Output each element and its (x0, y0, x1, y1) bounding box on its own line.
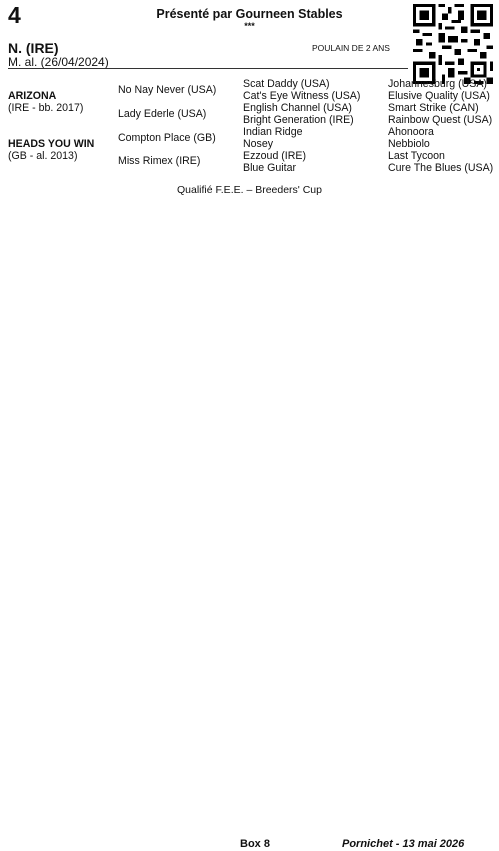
ancestor: Last Tycoon (388, 150, 445, 162)
divider (8, 68, 408, 69)
pedigree-table (8, 78, 498, 181)
ancestor: Johannesburg (USA) (388, 78, 487, 90)
ancestor: Smart Strike (CAN) (388, 102, 479, 114)
ancestor: Elusive Quality (USA) (388, 90, 490, 102)
sire-name: ARIZONA (8, 90, 57, 102)
dam-info: (GB - al. 2013) (8, 150, 78, 162)
grandparent: Compton Place (GB) (118, 132, 216, 144)
ancestor: Cure The Blues (USA) (388, 162, 494, 174)
grandparent: Lady Ederle (USA) (118, 108, 207, 120)
qr-code-icon (413, 4, 493, 84)
grandparent: No Nay Never (USA) (118, 84, 217, 96)
sale-date: Pornichet - 13 mai 2026 (342, 838, 465, 850)
horse-description: M. al. (26/04/2024) (8, 55, 109, 69)
great-grandparent: Indian Ridge (243, 126, 303, 138)
stars: *** (244, 21, 255, 31)
box-number: Box 8 (240, 838, 270, 850)
great-grandparent: Cat's Eye Witness (USA) (243, 90, 361, 102)
great-grandparent: Nosey (243, 138, 274, 150)
sex-age-label: POULAIN DE 2 ANS (312, 43, 390, 53)
ancestor: Ahonoora (388, 126, 434, 138)
great-grandparent: Bright Generation (IRE) (243, 114, 354, 126)
horse-name: N. (IRE) (8, 40, 59, 56)
great-grandparent: English Channel (USA) (243, 102, 352, 114)
lot-number: 4 (8, 2, 21, 28)
qualification: Qualifié F.E.E. – Breeders' Cup (177, 184, 322, 196)
sire-info: (IRE - bb. 2017) (8, 102, 84, 114)
dam-name: HEADS YOU WIN (8, 138, 95, 150)
ancestor: Nebbiolo (388, 138, 430, 150)
great-grandparent: Ezzoud (IRE) (243, 150, 306, 162)
grandparent: Miss Rimex (IRE) (118, 155, 201, 167)
presenter: Présenté par Gourneen Stables (156, 7, 343, 21)
ancestor: Rainbow Quest (USA) (388, 114, 493, 126)
great-grandparent: Scat Daddy (USA) (243, 78, 330, 90)
great-grandparent: Blue Guitar (243, 162, 296, 174)
